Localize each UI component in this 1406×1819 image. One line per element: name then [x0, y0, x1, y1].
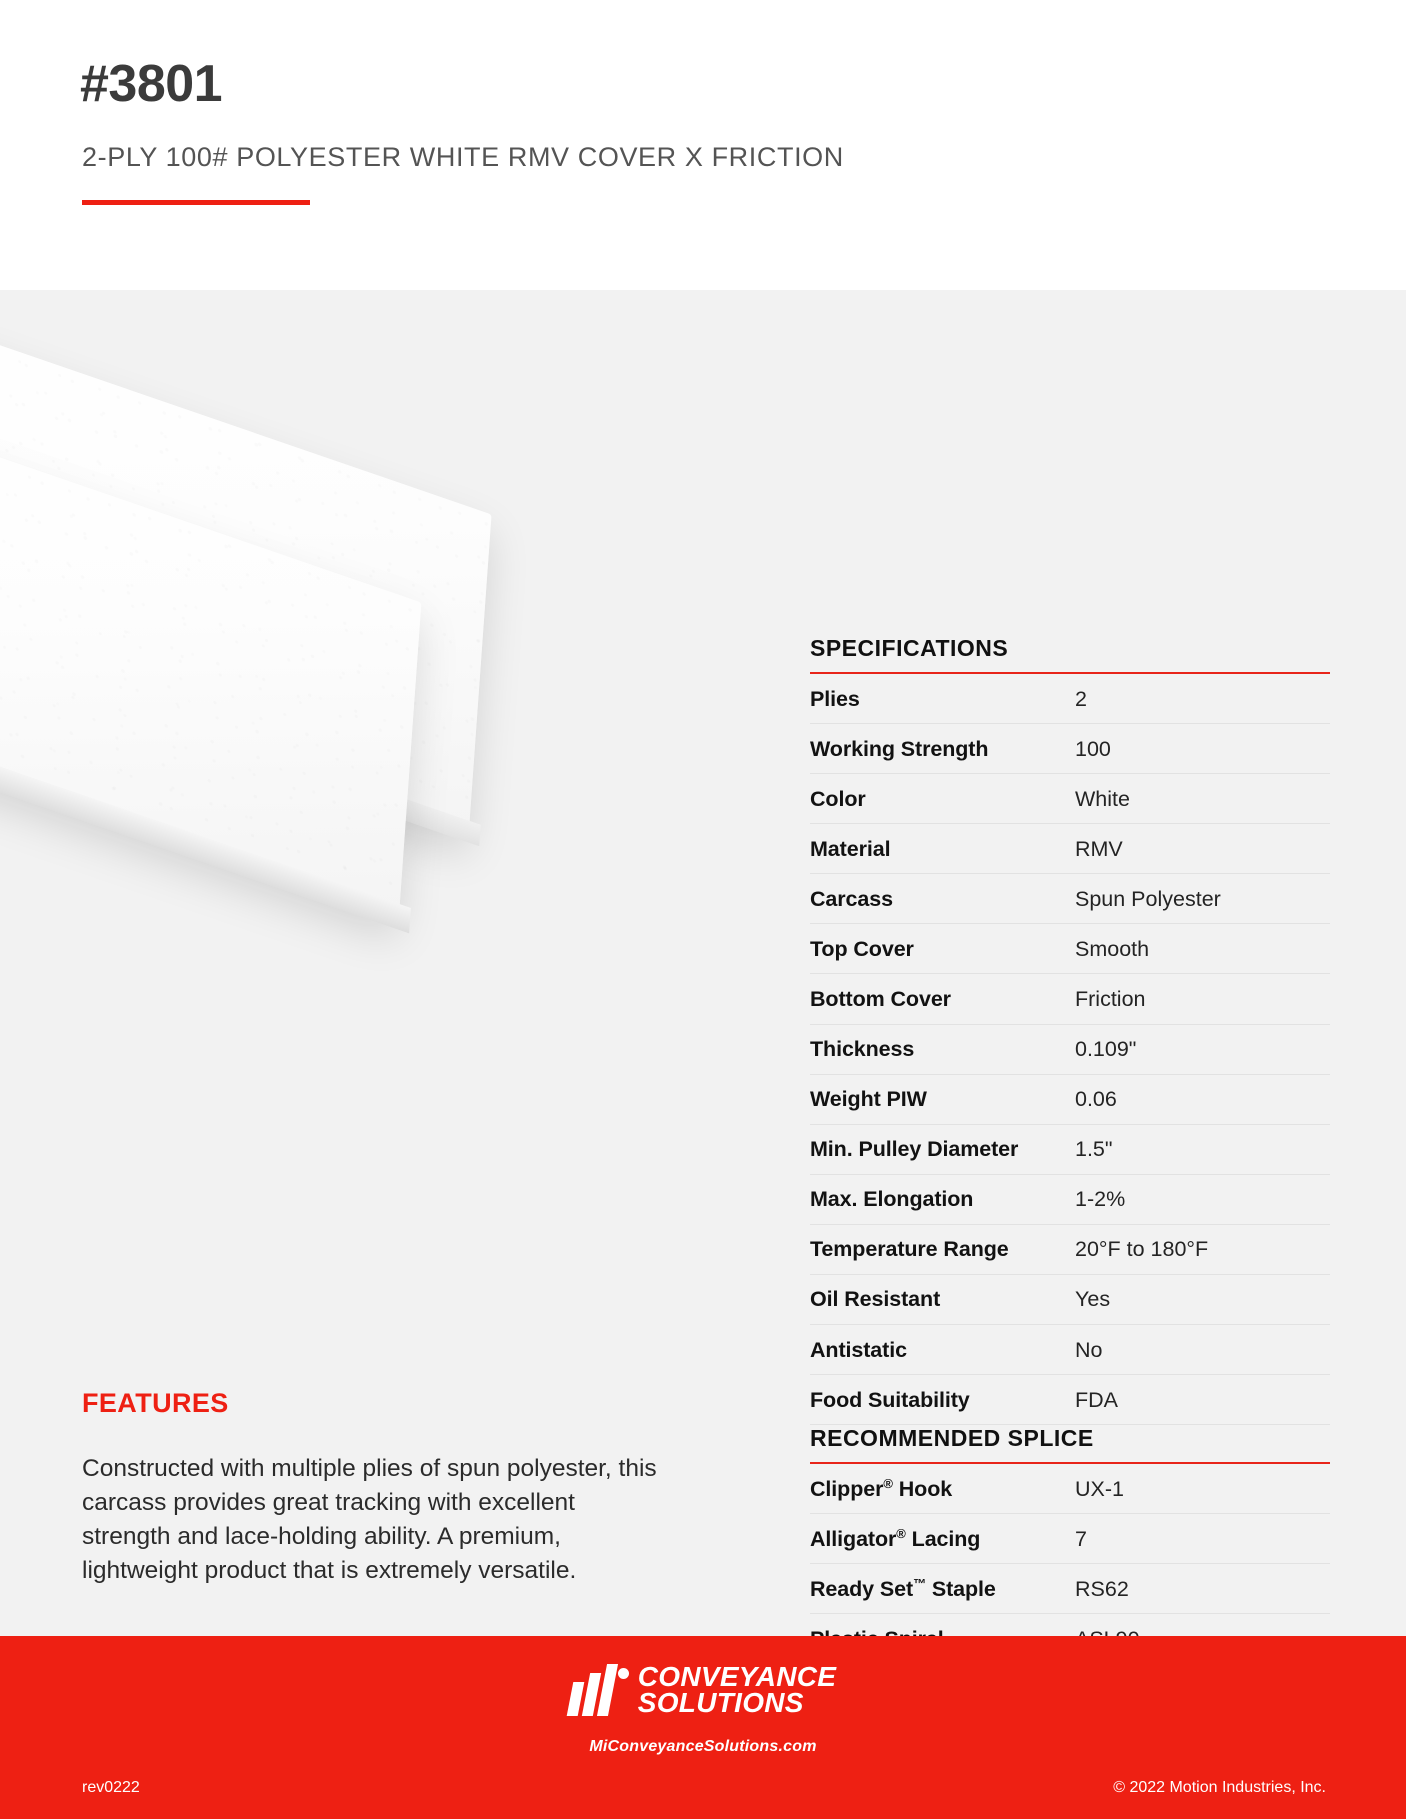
table-row: [810, 1464, 1330, 1514]
spec-label: Top Cover: [810, 936, 914, 961]
brand-logo: [0, 1661, 1406, 1719]
specifications-title: SPECIFICATIONS: [810, 635, 1009, 661]
spec-value: White: [1075, 786, 1130, 811]
table-row: [810, 1274, 1330, 1324]
spec-value: Spun Polyester: [1075, 886, 1221, 911]
recommended-splice-title: RECOMMENDED SPLICE: [810, 1425, 1094, 1451]
spec-label: Material: [810, 836, 891, 861]
spec-value: 7: [1075, 1526, 1087, 1551]
brand-wordmark: [637, 1661, 837, 1719]
product-number: #3801: [80, 55, 223, 113]
spec-label: Thickness: [810, 1037, 915, 1062]
spec-value: RMV: [1075, 836, 1123, 861]
spec-value: Friction: [1075, 986, 1146, 1011]
table-row: [810, 824, 1330, 874]
logo-bar-icon: [597, 1664, 618, 1716]
spec-label: Color: [810, 786, 866, 811]
spec-label: Ready Set™ Staple: [810, 1575, 996, 1601]
content-panel: [0, 290, 1406, 1636]
spec-label: Min. Pulley Diameter: [810, 1137, 1019, 1162]
table-row: [810, 1024, 1330, 1074]
spec-label: Clipper® Hook: [810, 1475, 953, 1501]
spec-value: RS62: [1075, 1576, 1129, 1601]
table-row: [810, 774, 1330, 824]
spec-value: 1.5": [1075, 1137, 1113, 1162]
features-body-text: Constructed with multiple plies of spun polyester, this carcass provides great tracking with excellent strength and lace-holding ability. A premium, lightweight product that is extremely versatile.: [82, 1455, 657, 1585]
spec-label: Temperature Range: [810, 1237, 1009, 1262]
product-title: 2-PLY 100# POLYESTER WHITE RMV COVER X FRICTION: [82, 142, 844, 172]
spec-label: Plies: [810, 686, 860, 711]
table-row: [810, 1074, 1330, 1124]
features-heading: FEATURES: [82, 1388, 229, 1418]
spec-value: Smooth: [1075, 936, 1150, 961]
spec-value: 20°F to 180°F: [1075, 1237, 1209, 1262]
table-row: [810, 974, 1330, 1024]
trademark-symbol: ®: [883, 1475, 893, 1491]
product-photo: [0, 300, 660, 880]
copyright-label: © 2022 Motion Industries, Inc.: [1113, 1779, 1326, 1796]
spec-value: 100: [1075, 736, 1111, 761]
spec-label: Bottom Cover: [810, 986, 951, 1011]
brand-wordmark-line1: CONVEYANCE: [637, 1661, 837, 1692]
table-row: [810, 1174, 1330, 1224]
table-row: [810, 874, 1330, 924]
table-row: [810, 674, 1330, 724]
spec-value: FDA: [1075, 1387, 1118, 1412]
trademark-symbol: ™: [913, 1575, 926, 1591]
spec-label: Weight PIW: [810, 1087, 927, 1112]
spec-value: 1-2%: [1075, 1187, 1126, 1212]
specifications-table: [810, 674, 1330, 1425]
spec-label: Alligator® Lacing: [810, 1525, 981, 1551]
spec-value: No: [1075, 1337, 1103, 1362]
table-row: [810, 1564, 1330, 1614]
spec-value: UX-1: [1075, 1476, 1124, 1501]
spec-label: Food Suitability: [810, 1387, 970, 1412]
table-row: [810, 1224, 1330, 1274]
spec-value: 2: [1075, 686, 1087, 711]
header-accent-rule: [82, 200, 310, 205]
table-row: [810, 1375, 1330, 1425]
spec-label: Carcass: [810, 886, 893, 911]
spec-label: Max. Elongation: [810, 1187, 974, 1212]
table-row: [810, 724, 1330, 774]
trademark-symbol: ®: [896, 1525, 906, 1541]
spec-value: 0.06: [1075, 1087, 1117, 1112]
spec-label: Working Strength: [810, 736, 989, 761]
spec-label: Oil Resistant: [810, 1287, 941, 1312]
revision-label: rev0222: [82, 1779, 140, 1796]
spec-value: Yes: [1075, 1287, 1111, 1312]
spec-label: Antistatic: [810, 1337, 907, 1362]
spec-value: 0.109": [1075, 1037, 1137, 1062]
logo-bar-icon: [566, 1682, 584, 1716]
logo-dot-icon: [618, 1668, 629, 1679]
page-footer: [0, 1636, 1406, 1819]
table-row: [810, 1124, 1330, 1174]
page-header: [0, 0, 1406, 290]
specifications-section: [810, 635, 1330, 1425]
table-row: [810, 1325, 1330, 1375]
brand-website-url: MiConveyanceSolutions.com: [589, 1738, 817, 1755]
table-row: [810, 924, 1330, 974]
table-row: [810, 1514, 1330, 1564]
mi-logo-icon: [570, 1664, 629, 1716]
brand-wordmark-line2: SOLUTIONS: [637, 1687, 804, 1719]
